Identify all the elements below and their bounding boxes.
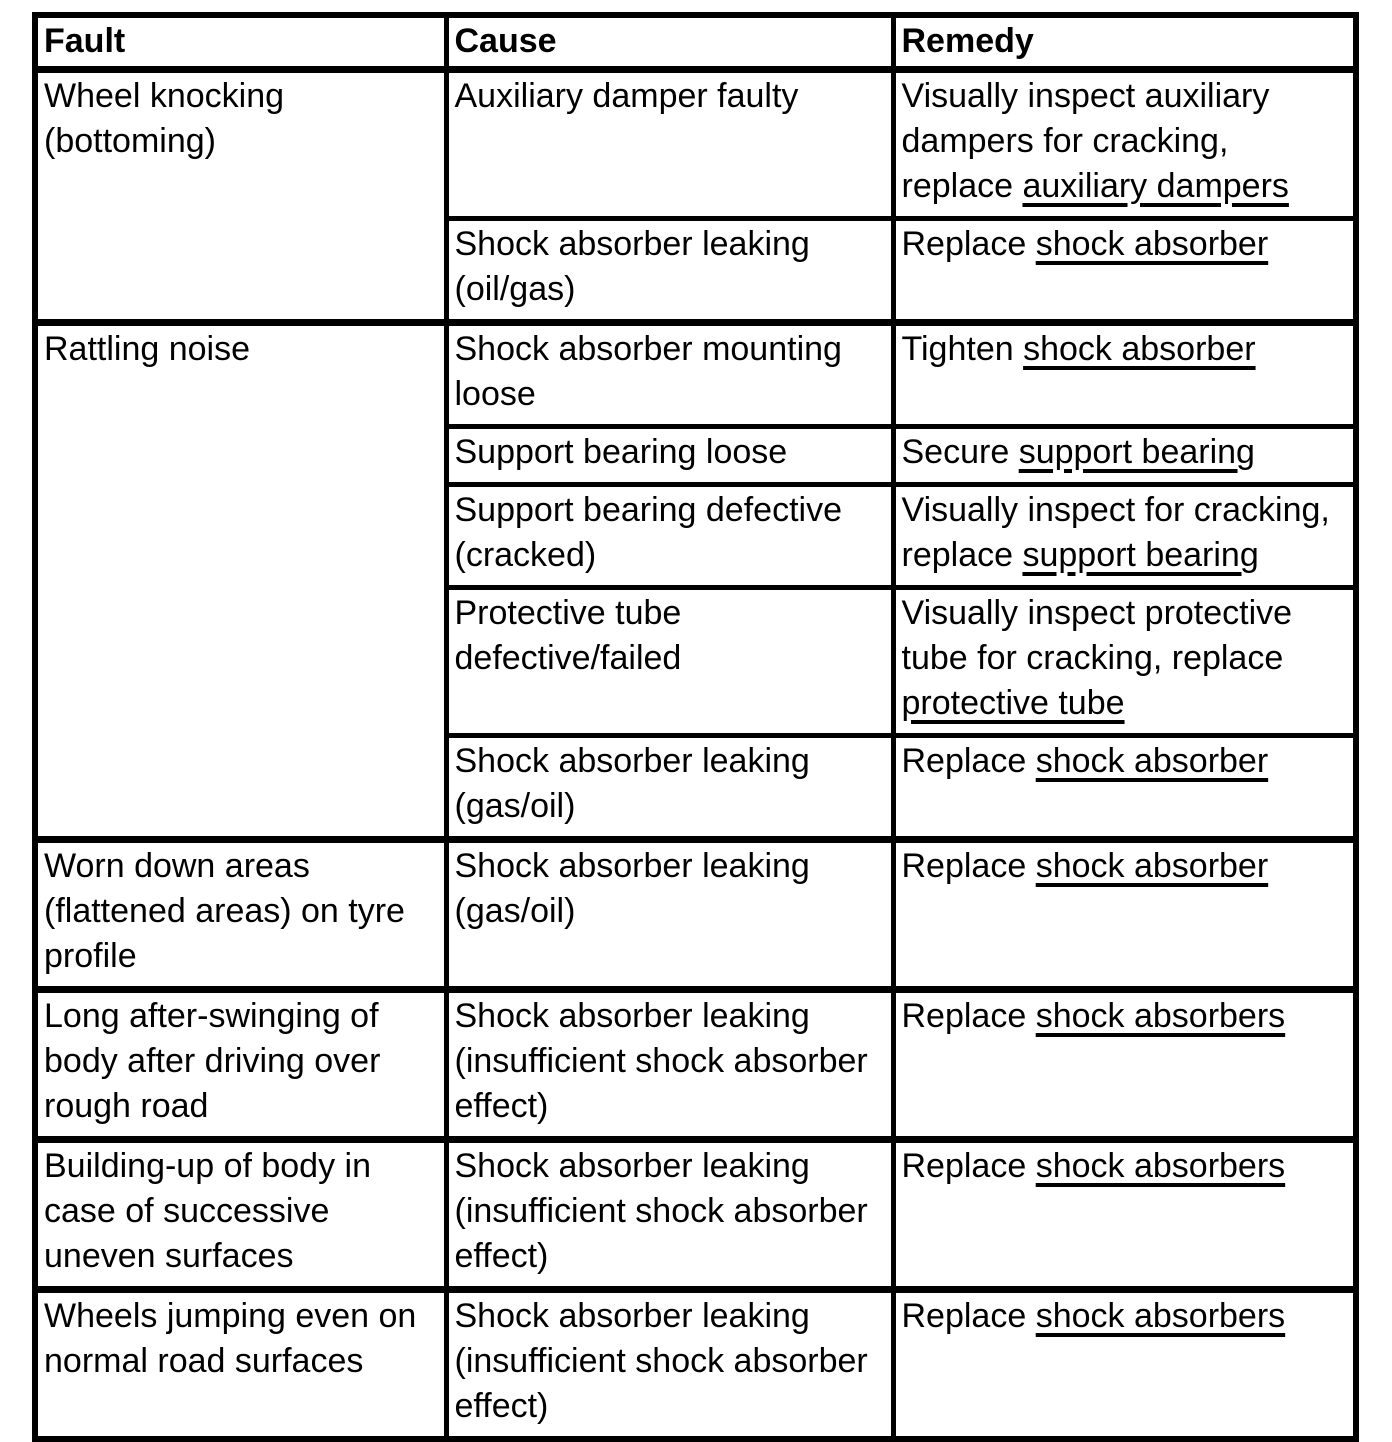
cause-cell: Protective tube defective/failed bbox=[446, 588, 893, 736]
cause-cell: Shock absorber leaking (gas/oil) bbox=[446, 840, 893, 990]
remedy-term-link[interactable]: shock absorbers bbox=[1035, 997, 1286, 1035]
cause-cell: Shock absorber leaking (oil/gas) bbox=[446, 219, 893, 323]
fault-cell-long-after-swinging: Long after-swinging of body after driving over rough road bbox=[35, 990, 446, 1140]
remedy-text: Replace bbox=[901, 1297, 1036, 1335]
remedy-term-link[interactable]: shock absorbers bbox=[1035, 1297, 1286, 1335]
remedy-term-link[interactable]: support bearing bbox=[1018, 433, 1255, 471]
remedy-cell bbox=[893, 427, 1356, 485]
remedy-term-link[interactable]: shock absorbers bbox=[1035, 1147, 1286, 1185]
remedy-cell bbox=[893, 840, 1356, 990]
table-row bbox=[35, 1140, 1356, 1290]
remedy-cell bbox=[893, 70, 1356, 219]
remedy-cell bbox=[893, 990, 1356, 1140]
fault-cell-building-up-of-body: Building-up of body in case of successive uneven surfaces bbox=[35, 1140, 446, 1290]
remedy-term-link[interactable]: shock absorber bbox=[1035, 847, 1269, 885]
cause-cell: Auxiliary damper faulty bbox=[446, 70, 893, 219]
remedy-text: Visually inspect for cracking, replace bbox=[901, 491, 1330, 574]
remedy-cell bbox=[893, 1140, 1356, 1290]
table-row bbox=[35, 990, 1356, 1140]
cause-cell: Shock absorber leaking (insufficient shock absorber effect) bbox=[446, 1290, 893, 1440]
cause-cell: Shock absorber leaking (insufficient shock absorber effect) bbox=[446, 990, 893, 1140]
remedy-text: Replace bbox=[901, 742, 1036, 780]
remedy-text: Replace bbox=[901, 225, 1036, 263]
remedy-text: Secure bbox=[901, 433, 1019, 471]
column-header-fault: Fault bbox=[35, 15, 446, 70]
fault-cell-wheels-jumping: Wheels jumping even on normal road surfaces bbox=[35, 1290, 446, 1440]
remedy-text: Replace bbox=[901, 847, 1036, 885]
fault-cell-worn-down-areas: Worn down areas (flattened areas) on tyre profile bbox=[35, 840, 446, 990]
table-row bbox=[35, 70, 1356, 219]
fault-cause-remedy-table bbox=[32, 12, 1359, 1442]
fault-cell-rattling-noise: Rattling noise bbox=[35, 323, 446, 840]
remedy-term-link[interactable]: shock absorber bbox=[1023, 330, 1256, 368]
remedy-text: Replace bbox=[901, 1147, 1036, 1185]
cause-cell: Support bearing defective (cracked) bbox=[446, 485, 893, 588]
remedy-cell bbox=[893, 1290, 1356, 1440]
column-header-remedy: Remedy bbox=[893, 15, 1356, 70]
table-row bbox=[35, 840, 1356, 990]
column-header-cause: Cause bbox=[446, 15, 893, 70]
table-row bbox=[35, 1290, 1356, 1440]
remedy-text: Tighten bbox=[901, 330, 1024, 368]
remedy-cell bbox=[893, 323, 1356, 427]
fault-cell-wheel-knocking: Wheel knocking (bottoming) bbox=[35, 70, 446, 323]
remedy-term-link[interactable]: support bearing bbox=[1022, 536, 1259, 574]
remedy-term-link[interactable]: shock absorber bbox=[1035, 742, 1269, 780]
remedy-text: Visually inspect protective tube for cracking, replace bbox=[901, 594, 1293, 677]
header-row bbox=[35, 15, 1356, 70]
remedy-cell bbox=[893, 736, 1356, 840]
cause-cell: Shock absorber leaking (insufficient shock absorber effect) bbox=[446, 1140, 893, 1290]
remedy-cell bbox=[893, 219, 1356, 323]
remedy-term-link[interactable]: shock absorber bbox=[1035, 225, 1269, 263]
remedy-term-link[interactable]: protective tube bbox=[901, 684, 1125, 722]
cause-cell: Shock absorber leaking (gas/oil) bbox=[446, 736, 893, 840]
cause-cell: Shock absorber mounting loose bbox=[446, 323, 893, 427]
remedy-term-link[interactable]: auxiliary dampers bbox=[1022, 167, 1289, 205]
remedy-cell bbox=[893, 588, 1356, 736]
remedy-cell bbox=[893, 485, 1356, 588]
remedy-text: Visually inspect auxiliary dampers for cracking, replace bbox=[901, 77, 1270, 205]
cause-cell: Support bearing loose bbox=[446, 427, 893, 485]
remedy-text: Replace bbox=[901, 997, 1036, 1035]
table-row bbox=[35, 323, 1356, 427]
